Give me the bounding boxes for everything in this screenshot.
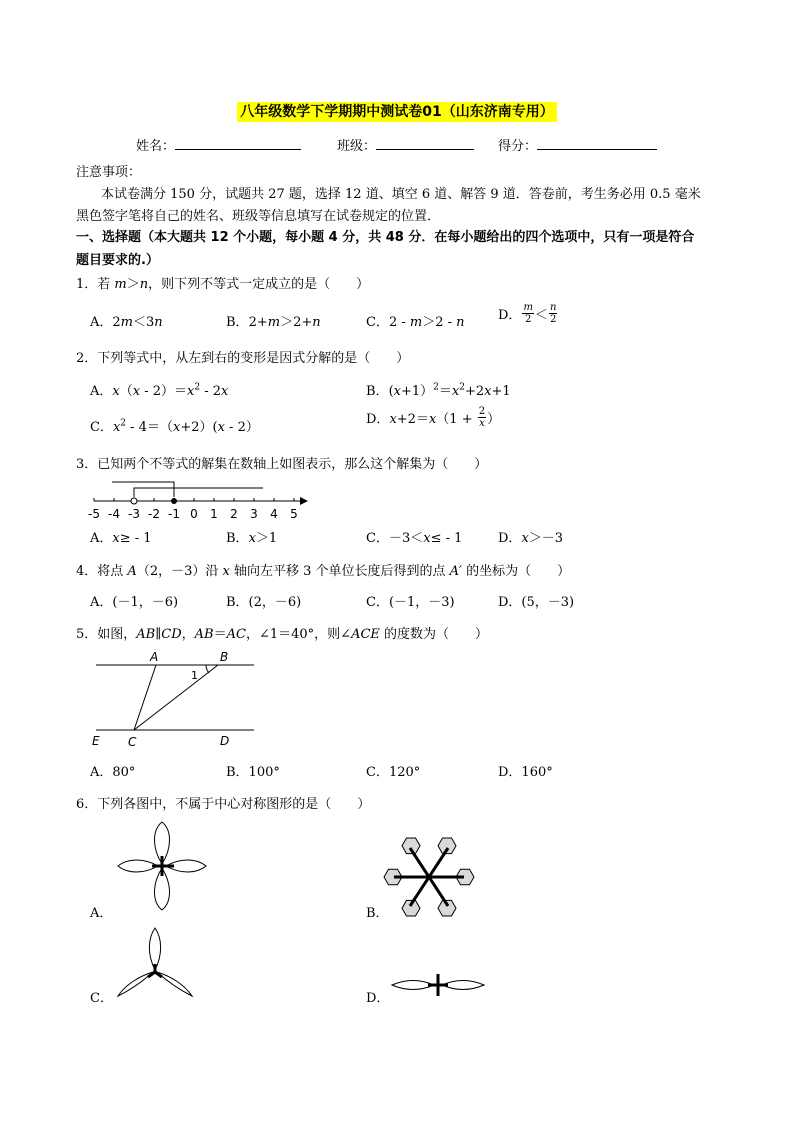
label-D: D xyxy=(220,734,230,748)
notes-heading: 注意事项： xyxy=(76,165,142,180)
q3-option-d[interactable]: D．x＞－3 xyxy=(498,531,564,546)
name-field xyxy=(136,135,301,154)
class-blank[interactable] xyxy=(376,139,474,150)
q3-stem: 3．已知两个不等式的解集在数轴上如图表示，那么这个解集为（ ） xyxy=(76,457,488,472)
q1-option-b[interactable]: B．2+m＞2+n xyxy=(226,315,321,330)
q2-option-c[interactable]: C．$x^2 - 4=(x+2)(x - 2)$ xyxy=(90,418,259,435)
segment-AC xyxy=(134,665,156,730)
angle-1-arc xyxy=(206,665,209,673)
title-text: 八年级数学下学期期中测试卷01（山东济南专用） xyxy=(237,102,556,122)
q4-option-d[interactable]: D．(5，－3) xyxy=(498,595,575,610)
q1-option-a[interactable]: A．2m＜3n xyxy=(90,315,163,330)
interval-x-gt-minus3 xyxy=(134,488,263,497)
q1-option-c[interactable]: C．2 - m＞2 - n xyxy=(366,315,465,330)
q6-option-c[interactable]: C． xyxy=(90,991,113,1006)
tick-label: 0 xyxy=(190,507,198,521)
tick-labels xyxy=(88,507,298,521)
q6-option-d[interactable]: D． xyxy=(366,991,390,1006)
q6-figure-b xyxy=(384,832,474,922)
tick-label: -2 xyxy=(148,507,160,521)
q1-stem: 1．若 m＞n，则下列不等式一定成立的是（ ） xyxy=(76,277,370,292)
tick-label: 4 xyxy=(270,507,278,521)
q5-option-b[interactable]: B．100° xyxy=(226,765,280,780)
parallel-lines-figure xyxy=(88,648,268,748)
score-blank[interactable] xyxy=(537,139,657,150)
q6-stem: 6．下列各图中，不属于中心对称图形的是（ ） xyxy=(76,797,371,812)
q5-stem: 5．如图，AB∥CD，AB＝AC，∠1＝40°，则∠ACE 的度数为（ ） xyxy=(76,627,489,642)
q6-figure-a xyxy=(112,818,212,918)
label-C: C xyxy=(128,735,137,749)
q6-option-b[interactable]: B． xyxy=(366,906,389,921)
q2-option-d[interactable]: D．x+2＝x（1 + $\frac{2}{x}$ ） xyxy=(366,406,501,429)
q2-option-a[interactable]: A．$x(x - 2)=x^2 - 2x$ xyxy=(90,382,229,399)
score-field xyxy=(498,135,657,154)
tick-label: -3 xyxy=(128,507,140,521)
name-blank[interactable] xyxy=(175,139,301,150)
segment-BC xyxy=(134,665,218,730)
q4-option-b[interactable]: B．(2，－6) xyxy=(226,595,302,610)
q3-option-c[interactable]: C．－3＜x≤ - 1 xyxy=(366,531,463,546)
class-label: 班级： xyxy=(337,139,377,154)
q6-option-a[interactable]: A． xyxy=(90,906,113,921)
closed-dot-minus1 xyxy=(171,498,177,504)
q2-option-b[interactable]: B．$(x+1)^2=x^2+2x+1$ xyxy=(366,382,511,399)
number-line-figure xyxy=(88,478,318,528)
notes-line-2: 黑色签字笔将自己的姓名、班级等信息填写在试卷规定的位置． xyxy=(76,209,441,224)
tick-label: 3 xyxy=(250,507,258,521)
page-title xyxy=(0,101,794,121)
q6-figure-c xyxy=(112,924,212,1004)
section1-line-1: 一、选择题（本大题共 12 个小题，每小题 4 分，共 48 分．在每小题给出的四个选项中，只有一项是符合 xyxy=(76,230,695,245)
q5-option-a[interactable]: A．80° xyxy=(90,765,136,780)
class-field xyxy=(337,135,474,154)
petal-left-d xyxy=(392,981,434,990)
open-dot-minus3 xyxy=(131,498,137,504)
q5-option-c[interactable]: C．120° xyxy=(366,765,421,780)
notes-line-1: 本试卷满分 150 分，试题共 27 题，选择 12 道、填空 6 道、解答 9 道．答卷前，考生务必用 0.5 毫米 xyxy=(101,187,701,202)
label-B: B xyxy=(220,650,229,664)
q3-option-a[interactable]: A．x≥ - 1 xyxy=(90,531,152,546)
q4-stem: 4．将点 A（2，－3）沿 x 轴向左平移 3 个单位长度后得到的点 A′ 的坐标为（ ） xyxy=(76,564,571,579)
q1-option-d[interactable]: D． $\frac{m}{2}$ ＜ $\frac{n}{2}$ xyxy=(498,302,557,325)
tick-label: 5 xyxy=(290,507,298,521)
q2-stem: 2．下列等式中，从左到右的变形是因式分解的是（ ） xyxy=(76,351,410,366)
name-label: 姓名： xyxy=(136,139,176,154)
tick-label: 1 xyxy=(210,507,218,521)
petal-right-d xyxy=(442,981,484,990)
tick-label: -4 xyxy=(108,507,120,521)
q5-option-d[interactable]: D．160° xyxy=(498,765,553,780)
label-1: 1 xyxy=(191,669,198,682)
tick-label: -5 xyxy=(88,507,100,521)
tick-label: 2 xyxy=(230,507,238,521)
score-label: 得分： xyxy=(498,139,538,154)
q4-option-a[interactable]: A．(－1，－6) xyxy=(90,595,179,610)
tick-label: -1 xyxy=(168,507,180,521)
q4-option-c[interactable]: C．(－1，－3) xyxy=(366,595,455,610)
number-line-arrow xyxy=(300,497,308,505)
q6-figure-d xyxy=(388,971,488,1001)
label-A: A xyxy=(150,650,159,664)
q3-option-b[interactable]: B．x＞1 xyxy=(226,531,278,546)
label-E: E xyxy=(92,734,100,748)
interval-x-le-minus1 xyxy=(112,482,174,497)
petal-top-c xyxy=(149,928,160,970)
section1-line-2: 题目要求的.） xyxy=(76,253,159,268)
